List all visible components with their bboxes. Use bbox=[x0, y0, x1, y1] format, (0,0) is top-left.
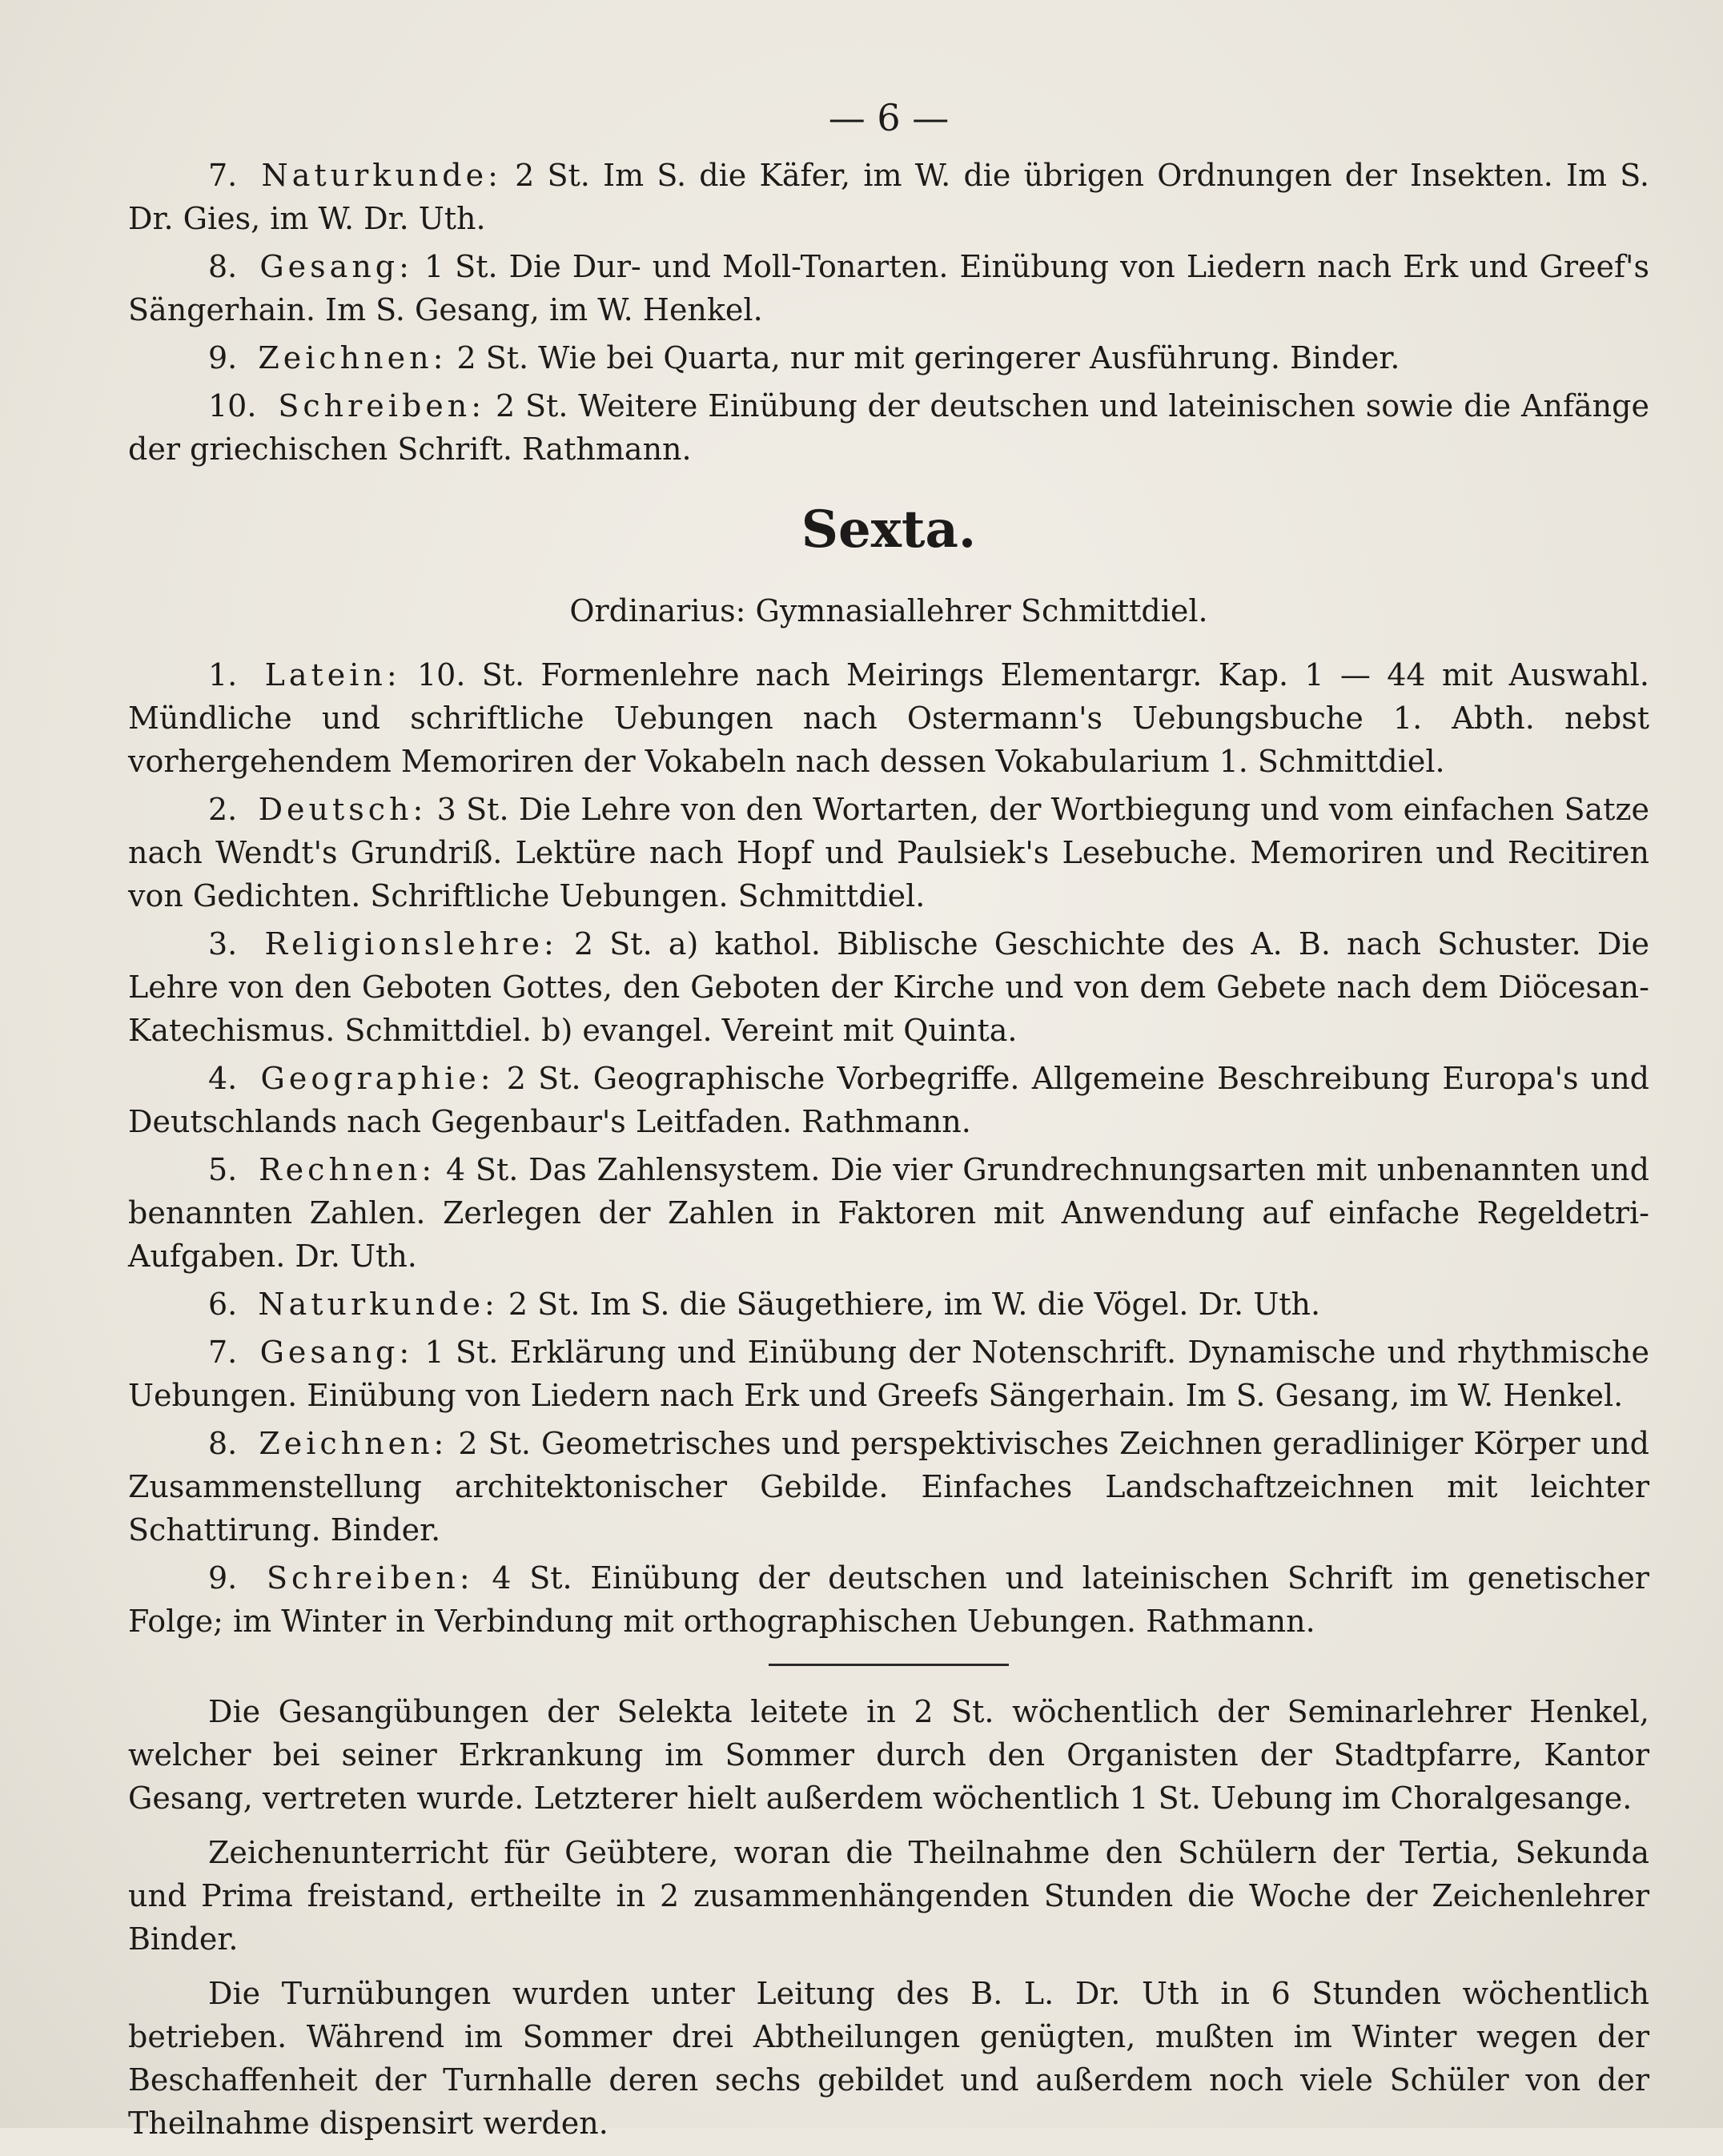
list-item bbox=[128, 384, 1649, 471]
entry-subject: Rechnen: bbox=[259, 1152, 436, 1187]
list-item bbox=[128, 922, 1649, 1052]
entry-text: 4 St. Das Zahlensystem. Die vier Grundrechnungsarten mit unbenannten und benannten Zahlen. Zerlegen der Zahlen in Faktoren mit Anwendung auf einfache Regeldetri-Aufgaben. Dr. Uth. bbox=[128, 1152, 1649, 1274]
list-item bbox=[128, 336, 1649, 379]
entry-number: 9. bbox=[208, 1560, 238, 1596]
entry-subject: Religionslehre: bbox=[264, 926, 558, 962]
list-item bbox=[128, 1283, 1649, 1326]
entry-subject: Schreiben: bbox=[278, 388, 486, 424]
list-item bbox=[128, 1148, 1649, 1278]
entry-number: 6. bbox=[208, 1287, 238, 1322]
entry-text: 2 St. Weitere Einübung der deutschen und lateinischen sowie die Anfänge der griechischen Schrift. Rathmann. bbox=[128, 388, 1649, 467]
closing-section bbox=[128, 1690, 1649, 2145]
entry-subject: Gesang: bbox=[259, 249, 413, 284]
paragraph: Die Gesangübungen der Selekta leitete in 2 St. wöchentlich der Seminarlehrer Henkel, welcher bei seiner Erkrankung im Sommer durch den Organisten der Stadtpfarre, Kantor Gesang, vertreten wurde. Letzterer hielt außerdem wöchentlich 1 St. Uebung im Choralgesange. bbox=[128, 1694, 1649, 1816]
entry-subject: Gesang: bbox=[259, 1335, 414, 1370]
list-item bbox=[128, 245, 1649, 331]
page-content bbox=[128, 96, 1649, 2156]
entry-number: 3. bbox=[208, 926, 238, 962]
list-item bbox=[128, 154, 1649, 240]
ordinarius-line: Ordinarius: Gymnasiallehrer Schmittdiel. bbox=[569, 593, 1208, 628]
entry-text: 2 St. Im S. die Käfer, im W. die übrigen Ordnungen der Insekten. Im S. Dr. Gies, im W. Dr. Uth. bbox=[128, 158, 1649, 236]
list-item bbox=[128, 788, 1649, 917]
entry-subject: Naturkunde: bbox=[258, 1287, 499, 1322]
quinta-continued bbox=[128, 154, 1649, 471]
entry-text: 3 St. Die Lehre von den Wortarten, der Wortbiegung und vom einfachen Satze nach Wendt's Grundriß. Lektüre nach Hopf und Paulsiek's Lesebuche. Memoriren und Recitiren von Gedichten. Schriftliche Uebungen. Schmittdiel. bbox=[128, 792, 1649, 913]
list-item bbox=[128, 1556, 1649, 1643]
entry-subject: Naturkunde: bbox=[261, 158, 502, 193]
entry-number: 8. bbox=[208, 1426, 238, 1461]
list-item bbox=[128, 1057, 1649, 1143]
paragraph: Zeichenunterricht für Geübtere, woran die Theilnahme den Schülern der Tertia, Sekunda und Prima freistand, ertheilte in 2 zusammenhängenden Stunden die Woche der Zeichenlehrer Binder. bbox=[128, 1835, 1649, 1957]
entry-number: 10. bbox=[208, 388, 257, 424]
entry-subject: Latein: bbox=[264, 657, 401, 693]
entry-number: 5. bbox=[208, 1152, 238, 1187]
entry-text: 2 St. Wie bei Quarta, nur mit geringerer Ausführung. Binder. bbox=[456, 340, 1400, 375]
entry-text: 2 St. Geographische Vorbegriffe. Allgemeine Beschreibung Europa's und Deutschlands nach Gegenbaur's Leitfaden. Rathmann. bbox=[128, 1061, 1649, 1139]
entry-number: 7. bbox=[208, 1335, 238, 1370]
list-item bbox=[128, 653, 1649, 783]
entry-number: 7. bbox=[208, 158, 238, 193]
section-title: Sexta. bbox=[801, 500, 977, 560]
entry-subject: Geographie: bbox=[260, 1061, 495, 1096]
entry-subject: Zeichnen: bbox=[259, 1426, 448, 1461]
page-number: — 6 — bbox=[828, 96, 950, 139]
entry-subject: Schreiben: bbox=[266, 1560, 474, 1596]
entry-text: 1 St. Die Dur- und Moll-Tonarten. Einübung von Liedern nach Erk und Greef's Sängerhain. Im S. Gesang, im W. Henkel. bbox=[128, 249, 1649, 327]
entry-number: 8. bbox=[208, 249, 238, 284]
divider bbox=[769, 1664, 1009, 1666]
entry-number: 4. bbox=[208, 1061, 238, 1096]
paragraph: Die Turnübungen wurden unter Leitung des B. L. Dr. Uth in 6 Stunden wöchentlich betrieben. Während im Sommer drei Abtheilungen genügten, mußten im Winter wegen der Beschaffenheit der Turnhalle deren sechs gebildet und außerdem noch viele Schüler von der Theilnahme dispensirt werden. bbox=[128, 1976, 1649, 2141]
list-item bbox=[128, 1331, 1649, 1417]
entry-subject: Zeichnen: bbox=[258, 340, 448, 375]
entry-text: 2 St. Geometrisches und perspektivisches Zeichnen geradliniger Körper und Zusammenstellung architektonischer Gebilde. Einfaches Landschaftzeichnen mit leichter Schattirung. Binder. bbox=[128, 1426, 1649, 1548]
entry-text: 2 St. a) kathol. Biblische Geschichte des A. B. nach Schuster. Die Lehre von den Geboten Gottes, den Geboten der Kirche und von dem Gebete nach dem Diöcesan-Katechismus. Schmittdiel. b) evangel. Vereint mit Quinta. bbox=[128, 926, 1649, 1048]
entry-subject: Deutsch: bbox=[258, 792, 428, 827]
sexta-entries bbox=[128, 653, 1649, 1643]
list-item bbox=[128, 1422, 1649, 1552]
entry-text: 4 St. Einübung der deutschen und lateinischen Schrift im genetischer Folge; im Winter in Verbindung mit orthographischen Uebungen. Rathmann. bbox=[128, 1560, 1649, 1639]
entry-text: 1 St. Erklärung und Einübung der Notenschrift. Dynamische und rhythmische Uebungen. Einübung von Liedern nach Erk und Greefs Sängerhain. Im S. Gesang, im W. Henkel. bbox=[128, 1335, 1649, 1413]
entry-number: 9. bbox=[208, 340, 238, 375]
entry-text: 10. St. Formenlehre nach Meirings Elementargr. Kap. 1 — 44 mit Auswahl. Mündliche und schriftliche Uebungen nach Ostermann's Uebungsbuche 1. Abth. nebst vorhergehendem Memoriren der Vokabeln nach dessen Vokabularium 1. Schmittdiel. bbox=[128, 657, 1649, 779]
entry-number: 1. bbox=[208, 657, 238, 693]
entry-text: 2 St. Im S. die Säugethiere, im W. die Vögel. Dr. Uth. bbox=[508, 1287, 1321, 1322]
entry-number: 2. bbox=[208, 792, 238, 827]
